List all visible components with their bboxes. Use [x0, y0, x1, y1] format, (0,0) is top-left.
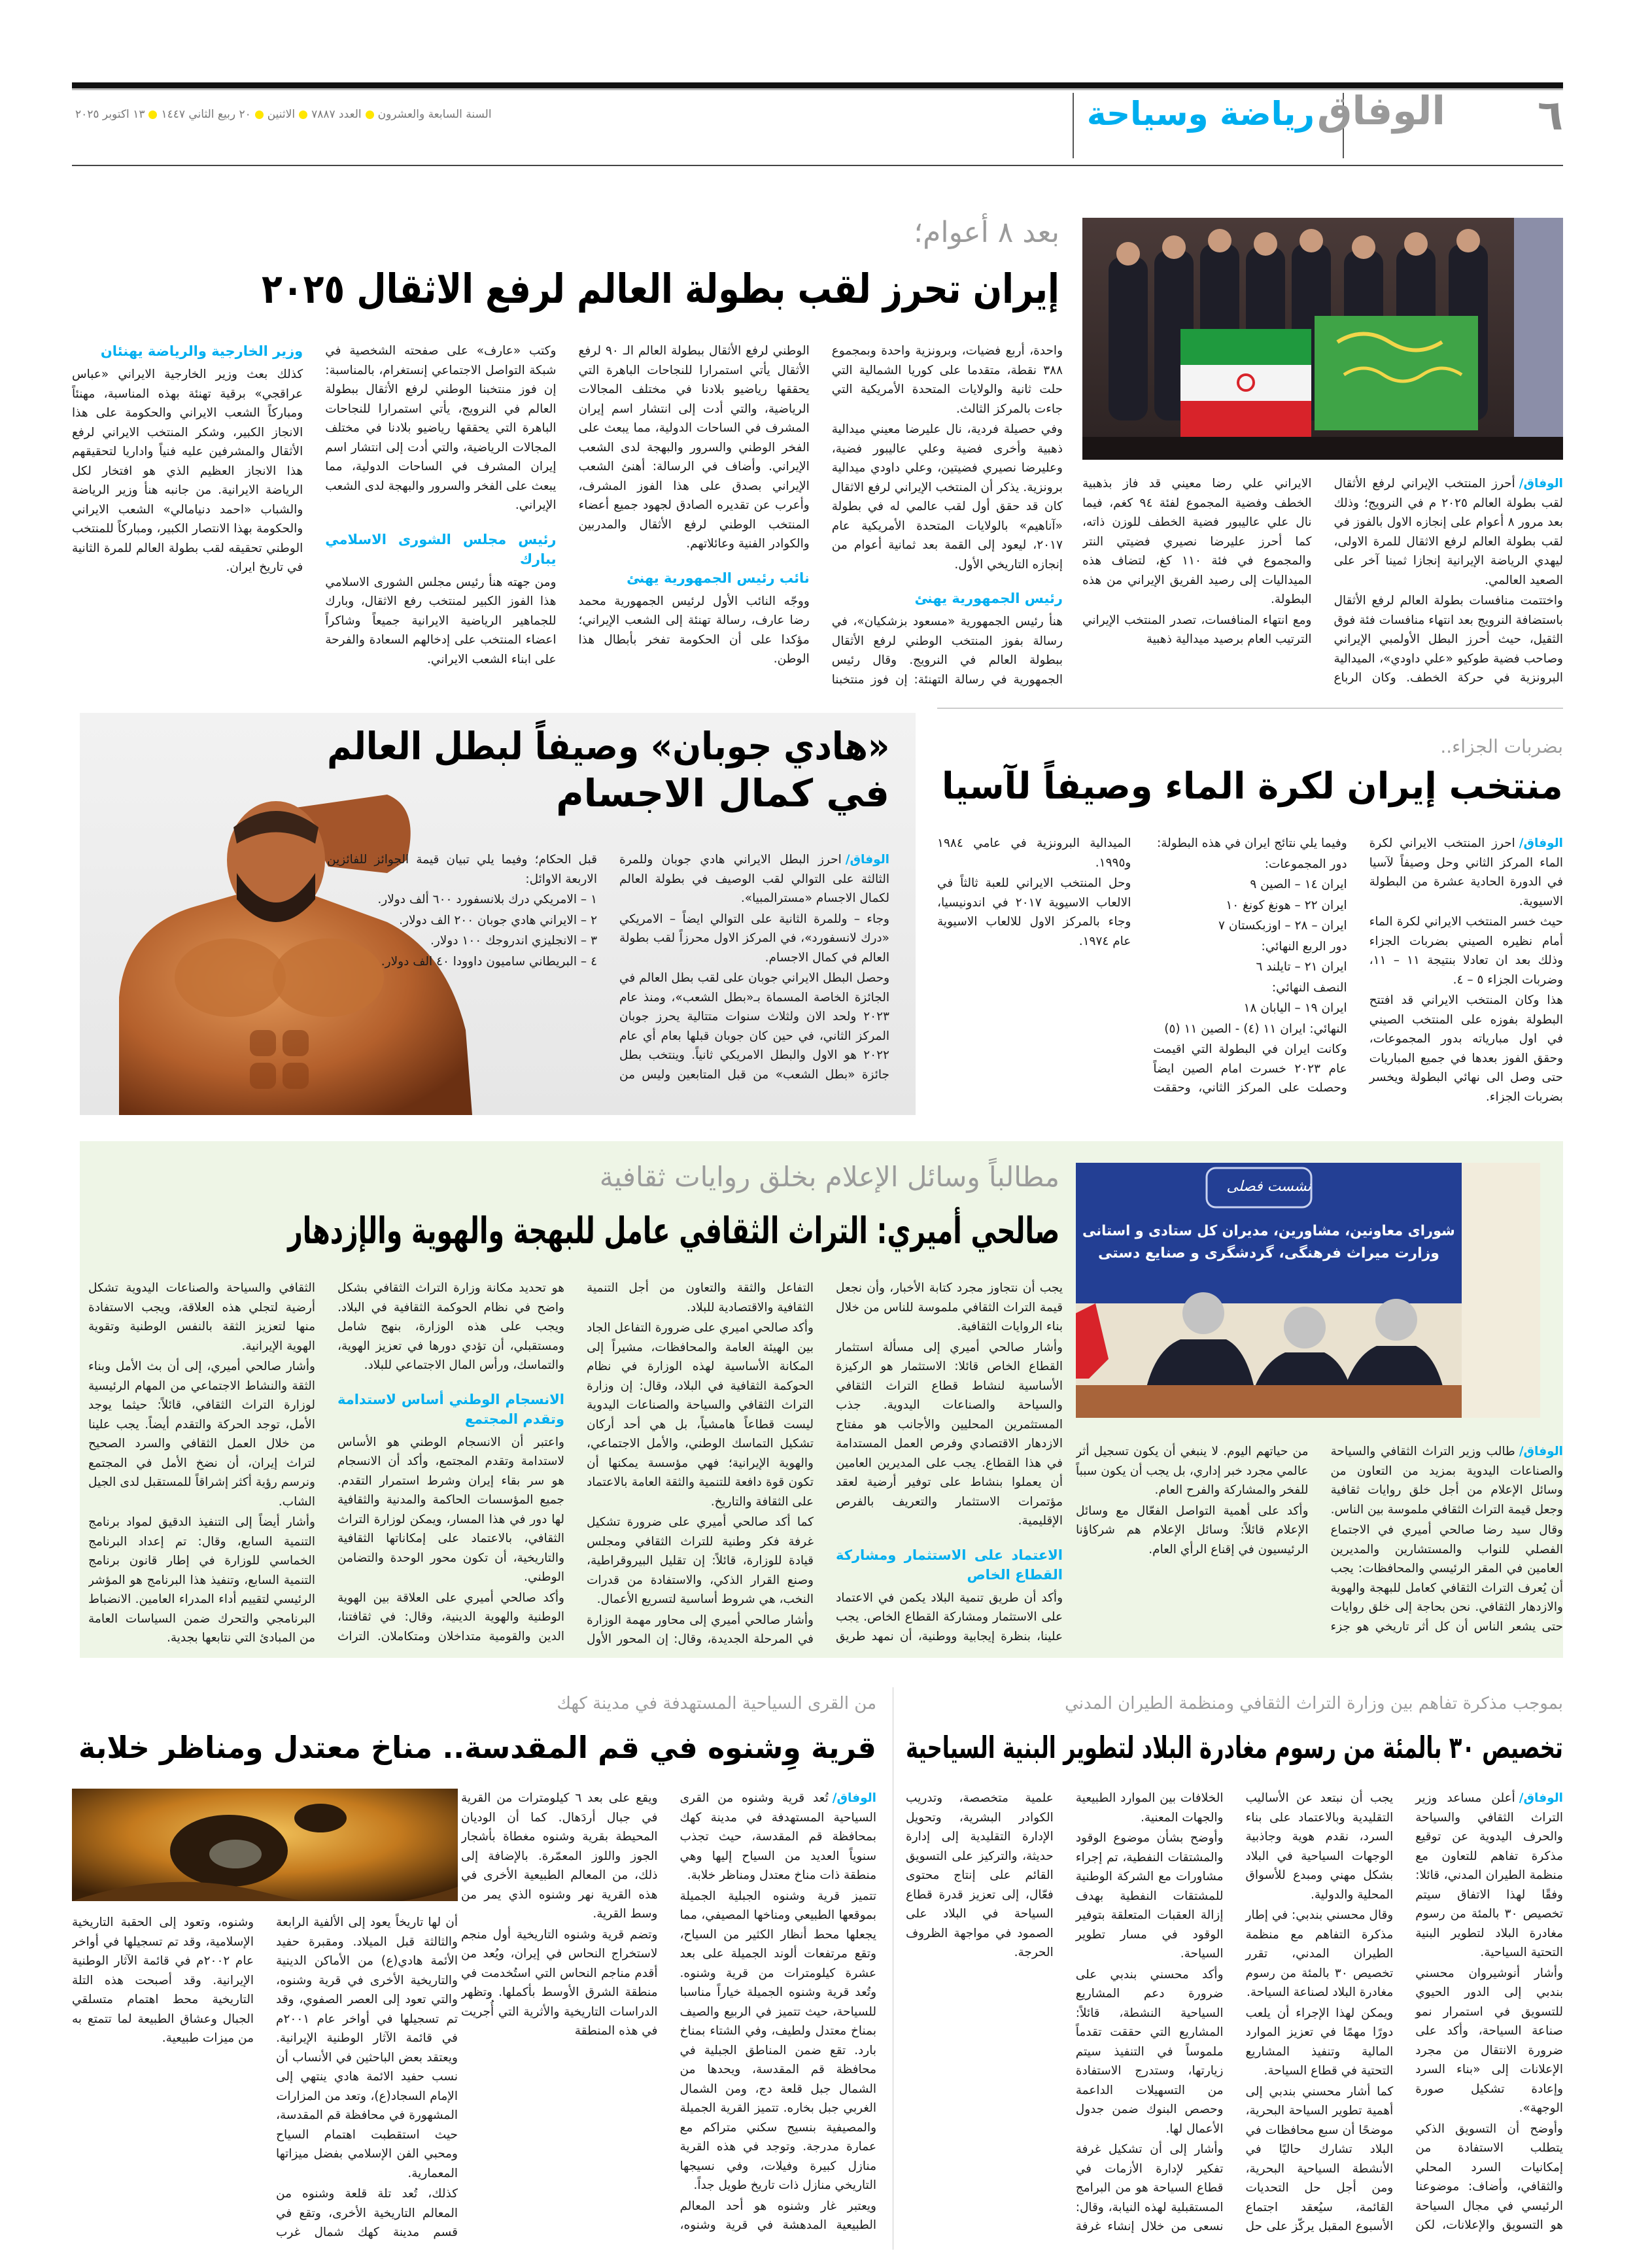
- article-kicker: [262, 216, 1059, 249]
- byline: الوفاق/: [1519, 836, 1563, 850]
- paragraph: كما أشار محسني بندبي إلى أهمية تطوير السياحة البحرية، موضحًا أن سبع محافظات في البلاد تشارك حاليًا في الأنشطة السياحية البحرية، ومن أجل حل التحديات القائمة، سيُعقد اجتماع الأسبوع المقبل يركّز على حل الخلافات بين الموارد الطبيعية والجهات المعنية.: [1075, 1791, 1394, 2233]
- issue-info: [75, 108, 492, 121]
- page-number: ٦: [1537, 92, 1563, 140]
- kicker-text: من القرى السياحية المستهدفة في مدينة كهك: [557, 1694, 876, 1713]
- paragraph-text: أحرز المنتخب الإيراني لرفع الأثقال لقب بطولة العالم ٢٠٢٥ م في النرويج؛ وذلك بعد مرور ٨ أعوام على إنجازه الاول بالفوز في لقب بطولة العالم لرفع الاثقال للمرة الاولى، ليهدي الرياضة الإيرانية إنجازا ثمينا آخر على الصعيد العالمي.: [1334, 477, 1563, 587]
- subheading: الانسجام الوطني أساس لاستدامة وتقدم المجتمع: [337, 1391, 564, 1427]
- paragraph: ٣ – الانجليزي اندروجك ١٠٠ دولار.: [430, 934, 597, 948]
- paragraph: ٤ – البريطاني ساميون داوودا ٤٠ الف دولار.: [381, 954, 597, 969]
- article-kicker: [942, 736, 1563, 757]
- newspaper-logo: الوفاق: [1317, 88, 1445, 134]
- article-kicker: [78, 1694, 876, 1713]
- byline: الوفاق/: [845, 853, 889, 867]
- paragraph: [680, 1789, 877, 1885]
- paragraph-text: طالب وزير التراث الثقافي والسياحة والصناعات اليدوية بمزيد من التعاون من وسائل الإعلام من أجل خلق روايات ثقافية وجعل قيمة التراث الثقافي ملموسة بين الناس.: [1330, 1445, 1563, 1517]
- paragraph: هنأ رئيس الجمهورية «مسعود بزشكيان»، في رسالة بفوز المنتخب الوطني لرفع الأثقال ببطولة العالم في النرويج. وقال رئيس الجمهورية في رسالة التهنئة: إن فوز منتخبنا الوطني لرفع الأثقال ببطولة العالم الـ ٩٠ لرفع الأثقال يأتي استمرارا للنجاحات الباهرة التي يحققها رياضيو بلادنا في مختلف المجالات الرياضية، والتي أدت إلى انتشار اسم إيران المشرف في الساحات الدولية، مما يبعث على الفخر الوطني والسرور والبهجة لدى الشعب الإيراني. وأضاف في الرسالة: أهنئ الشعب الإيراني بصدق على هذا الفوز المشرف، وأعرب عن تقديره الصادق لجهود جميع أعضاء المنتخب الوطني لرفع الأثقال والمدربين والكوادر الفنية وعائلاتهم.: [578, 344, 1063, 687]
- header-bottom-rule: [72, 165, 1563, 166]
- paragraph: ايران – ٢٨ – اوزبكستان ٧: [1218, 919, 1347, 933]
- photo-banner-text: شورای معاونین، مشاورین، مدیران کل ستادی و استانی: [1082, 1223, 1455, 1239]
- issue-gregorian-date: ١٣ اكتوبر ٢٠٢٥: [75, 108, 145, 121]
- weightlifting-team-photo: [1082, 218, 1563, 460]
- paragraph: وأشار أنوشيروان محسني بندبي إلى الدور الحيوي للتسويق في استمرار نمو صناعة السياحة، وأكد على ضرورة الانتقال من مجرد الإعلانات إلى «بناء السرد وإعادة تشكيل صورة الوجهة».: [1415, 1966, 1563, 2115]
- paragraph: وقال سيد رضا صالحي أميري في الاجتماع الفصلي للنواب والمستشارين والمديرين العامين في المقر الرئيسي والمحافظات: يجب أن يُعرف التراث الثقافي كعامل للبهجة والهوية والازدهار الثقافي. نحن بحاجة إلى خلق روايات حتى يشعر الناس أن كل أثر تاريخي هو جزء من حياتهم اليوم. لا ينبغي أن يكون تسجيل أثر عالمي مجرد خبر إداري، بل يجب أن يكون سبباً للفخر والمشاركة والفرح العام.: [1076, 1445, 1563, 1634]
- article-headline: [288, 1210, 1059, 1252]
- issue-volume: السنة السابعة والعشرون: [377, 108, 492, 121]
- subheading: وزير الخارجية والرياضة يهنئان: [100, 343, 303, 359]
- article-headline: [262, 265, 1059, 313]
- paragraph: وأشار إلى أن تشكيل غرفة تفكير لإدارة الأزمات في قطاع السياحة هو من البرامج المستقبلية لهذه النيابة، وقال: نسعى من خلال إنشاء غرفة علمية متخصصة، وتدريب الكوادر البشرية، وتحويل الإدارة التقليدية إلى إدارة حديثة، والتركيز على التسويق القائم على إنتاج محتوى فعّال، إلى تعزيز قدرة قطاع السياحة في البلاد على الصمود في مواجهة الظروف الحرجة.: [906, 1791, 1224, 2233]
- paragraph: هذا وكان المنتخب الايراني قد افتتح البطولة بفوزه على المنتخب الصيني في اول مبارياته بدور المجموعات، وحقق الفوز بعدها في جميع المباريات حتى وصل الى نهائي البطولة ويخسر بضربات الجزاء.: [1369, 993, 1563, 1104]
- paragraph-text: احرز المنتخب الايراني لكرة الماء المركز الثاني وحل وصيفاً لآسيا في الدورة الحادية عشرة من البطولة الاسيوية.: [1369, 836, 1563, 908]
- article-body: [937, 834, 1563, 1118]
- paragraph: وجاء – وللمرة الثانية على التوالي ايضاً – الامريكي «درك لانسفورد»، في المركز الاول محرزاً لقب بطولة العالم في كمال الاجسام.: [619, 912, 889, 965]
- paragraph: كذلك بعث وزير الخارجية الايراني «عباس عراقجي» برقية تهنئة بهذه المناسبة، مهنئاً ومباركاً الشعب الايراني والحكومة على هذا الانجاز الكبير، وشكر المنتخب الايراني لرفع الأثقال والمشرفين عليه فنياً واداريا لتحقيقهم هذا الانجاز العظيم الذي هو افتخار لكل الرياضة الايرانية. من جانبه هنأ وزير الرياضة والشباب «احمد دنيامالي» الشعب الايراني والحكومة بهذا الانتصار الكبير، ومباركاً للمنتخب الوطني تحقيقه لقب بطولة العالم للمرة الثانية في تاريخ ايران.: [72, 368, 303, 574]
- headline-text: قرية وِشنوه في قم المقدسة.. مناخ معتدل ومناظر خلابة: [78, 1730, 876, 1765]
- article-headline: [327, 723, 889, 817]
- paragraph: وأكد على أهمية التواصل الفعّال مع وسائل الإعلام قائلاً: وسائل الإعلام هم شركاؤنا الرئيسيون في إقناع الرأي العام.: [1076, 1503, 1309, 1556]
- kicker-text: بعد ٨ أعوام؛: [914, 216, 1059, 249]
- subheading: رئيس الجمهورية يهنئ: [914, 591, 1063, 606]
- photo-banner-line: [1082, 1243, 1455, 1265]
- paragraph: أن لها تاريخاً يعود إلى الألفية الرابعة والثالثة قبل الميلاد. ومقبرة حفيد الأئمة هادي(ع) من الأماكن الدينية والتاريخية الأخرى في قرية وشنوه، والتي تعود إلى العصر الصفوي، وقد تم تسجيلها في أواخر عام ٢٠٠١م في قائمة الآثار الوطنية الإيرانية. ويعتقد بعض الباحثين في الأنساب أن نسب حفيد الائمة هادي ينتهي إلى الإمام السجاد(ع)، وتعد من المزارات المشهورة في محافظة قم المقدسة، حيث استقطبت اهتمام السياح ومحبي الفن الإسلامي بفضل ميزاتها المعمارية.: [276, 1916, 458, 2180]
- paragraph: [1415, 1789, 1563, 1963]
- paragraph: وأشار أيضاً إلى التنفيذ الدقيق لمواد برنامج التنمية السابع، وقال: تم إعداد البرنامج الخماسي للوزارة في إطار قانون برنامج التنمية السابع، وتنفيذ هذا البرنامج هو المؤشر الرئيسي لتقييم أداء المدراء العامين. الانضباط البرنامجي والتحرك ضمن السياسات العامة من المبادئ التي نتابعها بجدية.: [88, 1515, 315, 1645]
- paragraph: [619, 850, 889, 908]
- byline: الوفاق/: [832, 1791, 876, 1805]
- article-body: [461, 1789, 876, 2250]
- paragraph: حيث خسر المنتخب الايراني لكرة الماء أمام نظيره الصيني بضربات الجزاء وذلك بعد ان تعادلا بنتيجة ١١ – ١١، وضربات الجزاء ٥ – ٤.: [1369, 915, 1563, 987]
- kicker-text: مطالباً وسائل الإعلام بخلق روايات ثقافية: [599, 1161, 1059, 1193]
- paragraph: ووجّه النائب الأول لرئيس الجمهورية محمد رضا عارف، رسالة تهنئة إلى الشعب الإيراني؛ مؤكدا على أن الحكومة تفخر بأبطال هذا الوطن.: [578, 594, 810, 666]
- kicker-text: بموجب مذكرة تفاهم بين وزارة التراث الثقافي ومنظمة الطيران المدني: [1065, 1694, 1563, 1713]
- headline-text: منتخب إيران لكرة الماء وصيفاً لآسيا: [942, 765, 1563, 808]
- paragraph: واختتمت منافسات بطولة العالم لرفع الأثقال باستضافة النرويج بعد انتهاء منافسات فئة فوق الثقيل، حيث أحرز البطل الأولمبي الإيراني وصاحب فضية طوكيو «علي داودي»، الميدالية البرونزية في حركة الخطف. وكان الرباع الايراني علي رضا معيني قد فاز بذهبية الخطف وفضية المجموع لفئة ٩٤ كغم، فيما نال علي عاليبور فضية الخطف للوزن ذاته، كما أحرز عليرضا نصيري فضيتي النتر والمجموع في فئة ١١٠ كغ، لتضاف هذه الميداليات إلى رصيد الفريق الإيراني من هذه البطولة.: [1082, 477, 1563, 685]
- article-headline-line: [327, 770, 889, 817]
- paragraph: ايران ٢٢ – هونغ كونغ ١٠: [1226, 898, 1347, 912]
- paragraph: [1369, 834, 1563, 911]
- paragraph: [1331, 1442, 1564, 1519]
- paragraph: النهائي: ايران ١١ (٤) - الصين ١١ (٥): [1164, 1022, 1347, 1036]
- paragraph: كذلك، تُعد تلة قلعة وشنوه من المعالم التاريخية الأخرى، وتقع في قسم مدينة كهك شمال غرب وشنوه، وتعود إلى الحقبة التاريخية الإسلامية، وقد تم تسجيلها في أواخر عام ٢٠٠٢م في قائمة الآثار الوطنية الإيرانية. وقد أصبحت هذه التلة التاريخية محط اهتمام متسلقي الجبال وعشاق الطبيعة لما تتمتع به من ميزات طبيعية.: [72, 1916, 458, 2239]
- paragraph: دور الربع النهائي:: [1261, 939, 1347, 954]
- paragraph: دور المجموعات:: [1264, 857, 1347, 871]
- article-body: [72, 341, 1063, 698]
- paragraph: وحل المنتخب الايراني للعبة ثالثاً في الالعاب الاسيوية ٢٠١٧ في اندونيسيا، وجاء بالمركز الاول للالعاب الاسيوية عام ١٩٧٤.: [937, 876, 1131, 948]
- headline-text: إيران تحرز لقب بطولة العالم لرفع الاثقال ٢٠٢٥: [262, 265, 1059, 313]
- photo-banner-line: [1082, 1176, 1455, 1198]
- paragraph: وأكد صالحي اميري على ضرورة التفاعل الجاد بين الهيئة العامة والمحافظات، مشيراً إلى المكانة الأساسية لهذه الوزارة في نظام الحوكمة الثقافية في البلاد، وقال: إن وزارة التراث الثقافي والسياحة والصناعات اليدوية ليست قطاعاً هامشياً، بل هي أحد أركان تشكيل التماسك الوطني، والأمل الاجتماعي، والهوية الإيرانية؛ فهي مؤسسة يمكنها أن تكون قوة دافعة للتنمية والثقة العامة بالاعتماد على الثقافة والتاريخ.: [587, 1321, 814, 1509]
- paragraph: وتضم قرية وشنوه التاريخية أول منجم لاستخراج النحاس في إيران، ويُعد من أقدم مناجم النحاس التي استُخدمت في منطقة الشرق الأوسط بأكملها. وتظهر الدراسات التاريخية والأثرية التي أُجريت في هذه المنطقة: [461, 1927, 658, 2038]
- paragraph: وأكد أن طريق تنمية البلاد يكمن في الاعتماد على الاستثمار ومشاركة القطاع الخاص. يجب علينا، بنظرة إيجابية ووطنية، أن نمهد طريق التفاعل والثقة والتعاون من أجل التنمية الثقافية والاقتصادية للبلاد.: [587, 1281, 1063, 1643]
- headline-text: في كمال الاجسام: [556, 771, 889, 816]
- bullet-icon: [148, 111, 157, 119]
- paragraph-text: تُعد قرية وشنوه من القرى السياحية المستهدفة في مدينة كهك بمحافظة قم المقدسة، حيث تجذب سنوياً العديد من السياح إليها وهي منطقة ذات مناخ معتدل ومناظر خلابة.: [680, 1791, 876, 1882]
- paragraph: وأوضح أن التسويق الذكي يتطلب الاستفادة من إمكانيات السرد المحلي والثقافي، وأضاف: موضوعنا الرئيسي في مجال السياحة هو التسويق والإعلانات، لكن يجب أن نبتعد عن الأساليب التقليدية وبالاعتماد على بناء السرد، نقدم هوية وجاذبية الوجهات السياحية في البلاد بشكل مهني ومبدع للأسواق المحلية والدولية.: [1245, 1791, 1563, 2232]
- headline-text: صالحي أميري: التراث الثقافي عامل للبهجة والهوية والإزدهار: [287, 1210, 1059, 1252]
- article-headline: [942, 765, 1563, 808]
- paragraph-text: أعلن مساعد وزير التراث الثقافي والسياحة والحرف اليدوية عن توقيع مذكرة تفاهم للتعاون مع منظمة الطيران المدني، قائلا: وفقًا لهذا الاتفاق سيتم تخصيص ٣٠ بالمئة من رسوم مغادرة البلاد لتطوير البنية التحتية السياحية.: [1415, 1791, 1563, 1959]
- paragraph: وأشار صالحي أميري إلى مسألة استثمار القطاع الخاص قائلا: الاستثمار هو الركيزة الأساسية لنشاط قطاع التراث الثقافي والسياحة والصناعات اليدوية. جذب المستثمرين المحليين والأجانب هو مفتاح الازدهار الاقتصادي وفرص العمل المستدامة في هذا القطاع. يجب على المديرين العامين أن يعملوا بنشاط على توفير أرضية لعقد مؤتمرات الاستثمار والتعريف بالفرص الإقليمية.: [836, 1340, 1063, 1528]
- article-kicker: [288, 1161, 1059, 1193]
- paragraph: ايران ١٩ – اليابان ١٨: [1243, 1001, 1347, 1015]
- issue-weekday: الاثنين: [267, 108, 296, 121]
- paragraph: تتميز قرية وشنوه الجبلية الجميلة بموقعها الطبيعي ومناخها المصيفي، مما يجعلها محط أنظار الكثير من السياح، وتقع مرتفعات ألوند الجميلة على بعد عشرة كيلومترات من قرية وشنوه. وتُعد قرية وشنوه الجميلة خياراً مناسبا للسياحة، حيث تتميز في الربيع والصيف بمناخ معتدل ولطيف، وفي الشتاء بمناخ بارد. تقع ضمن المناطق الجبلية في محافظة قم المقدسة، ويحدها من الشمال جبل قلعة دج، ومن الشمال الغربي جبل بخاره. تتميز القرية الجميلة والمصيفية بنسيج سكني متراكم مع عمارة مدرجة. وتوجد في هذه القرية منازل كبيرة وفيلات، وفي نسيجها التاريخي منازل ذات تاريخ طويل جداً.: [680, 1889, 876, 2192]
- paragraph: ايران ١٤ – الصين ٩: [1250, 878, 1347, 891]
- paragraph: وفيما يلي نتائج ايران في هذه البطولة:: [1157, 836, 1347, 850]
- photo-banner-text: نشست فصلی: [1226, 1178, 1311, 1195]
- subheading: رئيس مجلس الشورى الاسلامي يبارك: [325, 531, 557, 567]
- article-headline: [78, 1730, 876, 1765]
- issue-number: العدد ٧٨٨٧: [311, 108, 362, 121]
- article-headline-line: [327, 723, 889, 770]
- paragraph: يجب أن نتجاوز مجرد كتابة الأخبار، وأن نجعل قيمة التراث الثقافي ملموسة للناس من خلال بناء الروايات الثقافية.: [836, 1281, 1063, 1333]
- issue-hijri-date: ٢٠ ربيع الثاني ١٤٤٧: [161, 108, 251, 121]
- photo-banner-text: وزارت میراث فرهنگی، گردشگری و صنایع دستی: [1098, 1245, 1439, 1262]
- article-headline: [906, 1730, 1563, 1765]
- header-divider: [1073, 93, 1074, 158]
- subheading: نائب رئيس الجمهورية يهنئ: [627, 570, 810, 586]
- paragraph: وأوضح بشأن موضوع الوقود والمشتقات النفطية، تم إجراء مشاورات مع الشركة الوطنية للمشتقات النفطية بهدف إزالة العقبات المتعلقة بتوفير الوقود في مسار تطوير السياحة.: [1075, 1831, 1224, 1961]
- paragraph: وفي حصيلة فردية، نال عليرضا معيني ميدالية ذهبية وأخرى فضية وعلي عاليبور فضية، وعليرضا نصيري فضيتين، وعلي داودي ميدالية برونزية. يذكر أن المنتخب الإيراني لرفع الاثقال كان قد حقق أول لقب عالمي له في بطولة «آناهيم» بالولايات المتحدة الأمريكية عام ٢٠١٧، ليعود إلى القمة بعد ثمانية أعوام من إنجازه التاريخي الأول.: [831, 422, 1063, 572]
- paragraph: كما أكد صالحي أميري على ضرورة تشكيل غرفة فكر وطنية للتراث الثقافي ومجلس قيادة للوزارة، قائلاً: إن تقليل البيروقراطية، وصنع القرار الذكي، والاستفادة من قدرات النخب، هي شروط أساسية لتسريع الأعمال.: [587, 1515, 814, 1606]
- headline-text: تخصيص ٣٠ بالمئة من رسوم مغادرة البلاد لتطوير البنية السياحية: [906, 1730, 1563, 1765]
- paragraph: وقال محسني بندبي: في إطار مذكرة التفاهم مع منظمة الطيران المدني، تقرر تخصيص ٣٠ بالمئة من رسوم مغادرة البلاد لصناعة السياحة.: [1245, 1908, 1394, 1999]
- paragraph: وحصل البطل الايراني جوبان على لقب بطل العالم في الجائزة الخاصة المسماة بـ«بطل الشعب»، ومنذ عام ٢٠٢٣ ولحد الان ولثلاث سنوات متتالية يحرز جوبان المركز الثاني، في حين كان جوبان قبلها بعام أي عام ٢٠٢٢ هو الاول والبطل الامريكي ثانياً. وينتخب بطل جائزة «بطل الشعب» من قبل المتابعين وليس من قبل الحكام؛ وفيما يلي تبيان قيمة الجوائز للفائزين الاربعة الاوائل:: [327, 853, 889, 1082]
- paragraph: ومع انتهاء المنافسات، تصدر المنتخب الإيراني الترتيب العام برصيد ميدالية ذهبية: [1082, 613, 1312, 646]
- bullet-icon: [255, 111, 264, 119]
- ministry-meeting-photo: [1076, 1163, 1540, 1418]
- paragraph: وأكد صالحي أميري على العلاقة بين الهوية الوطنية والهوية الدينية، وقال: في ثقافتنا، الدين والقومية متداخلان ومتكاملان. التراث الثقافي والسياحة والصناعات اليدوية تشكل أرضية لتجلي هذه العلاقة، ويجب الاستفادة منها لتعزيز الثقة بالنفس الوطنية وتقوية الهوية الإيرانية.: [88, 1281, 564, 1643]
- paragraph: وكتب «عارف» على صفحته الشخصية في شبكة التواصل الاجتماعي إنستغرام، بالمناسبة: إن فوز منتخبنا الوطني لرفع الأثقال ببطولة العالم في النرويج، يأتي استمرارا للنجاحات الباهرة التي يحققها رياضيو بلادنا في مختلف المجالات الرياضية، والتي أدت إلى انتشار اسم إيران المشرف في الساحات الدولية، مما يبعث على الفخر والسرور والبهجة لدى الشعب الإيراني.: [325, 344, 557, 512]
- bullet-icon: [299, 111, 307, 119]
- byline: الوفاق/: [1519, 1791, 1563, 1805]
- bullet-icon: [366, 111, 374, 119]
- paragraph: وكانت ايران في البطولة التي اقيمت عام ٢٠٢٣ خسرت امام الصين ايضاً وحصلت على المركز الثاني، وحققت الميدالية البرونزية في عامي ١٩٨٤ و١٩٩٥.: [937, 836, 1347, 1095]
- photo-banner: [1082, 1176, 1455, 1265]
- paragraph: وأشار صالحي أميري إلى محاور مهمة الوزارة في المرحلة الجديدة، وقال: إن المحور الأول هو تحديد مكانة وزارة التراث الثقافي بشكل واضح في نظام الحوكمة الثقافية في البلاد. ويجب على هذه الوزارة، بنهج شامل ومستقبلي، أن تؤدي دورها في تعزيز الهوية، والتماسك، ورأس المال الاجتماعي للبلاد.: [337, 1281, 814, 1646]
- article-body: [1076, 1442, 1563, 1655]
- photo-banner-line: [1082, 1220, 1455, 1243]
- paragraph-text: احرز البطل الايراني هادي جوبان وللمرة الثالثة على التوالي لقب الوصيف في بطولة العالم لكمال الاجسام «مسترالمبيا».: [619, 853, 889, 905]
- paragraph: وأكد محسني بندبي على ضرورة دعم المشاريع السياحية النشطة، قائلاً: المشاريع التي حققت تقدماً ملموساً في التنفيذ سيتم زيارتها، وستدرج الاستفادة من التسهيلات الداعمة وحصص البنوك ضمن جدول الأعمال لها.: [1075, 1967, 1224, 2136]
- kicker-text: بضربات الجزاء..: [1440, 736, 1563, 757]
- article-kicker: [906, 1694, 1563, 1713]
- paragraph: وأشار صالحي أميري، إلى أن بث الأمل وبناء الثقة والنشاط الاجتماعي من المهام الرئيسية لوزارة التراث الثقافي، قائلاً: حيثما يوجد الأمل، توجد الحركة والتقدم أيضاً. يجب علينا من خلال العمل الثقافي والسرد الصحيح لتراث إيران، أن نضخ الأمل في المجتمع ونرسم رؤية أكثر إشراقاً للمستقبل لدى الجيل الشاب.: [88, 1360, 315, 1509]
- paragraph: ٢ – الايراني هادي جوبان ٢٠٠ الف دولار.: [399, 913, 597, 927]
- article-body: [88, 1279, 1063, 1651]
- headline-text: «هادي جوبان» وصيفاً لبطل العالم: [326, 724, 889, 768]
- article-body: [72, 1913, 458, 2250]
- byline: الوفاق/: [1519, 477, 1563, 490]
- subheading: الاعتماد على الاستثمار ومشاركة القطاع الخاص: [836, 1547, 1063, 1583]
- article-body: [906, 1789, 1563, 2250]
- paragraph: النصف النهائي:: [1271, 980, 1347, 995]
- cave-photo: [72, 1789, 458, 1901]
- divider: [937, 708, 1563, 709]
- byline: الوفاق/: [1519, 1445, 1563, 1458]
- paragraph: [1334, 474, 1564, 590]
- article-body: [1082, 474, 1563, 696]
- article-body: [327, 850, 889, 1115]
- section-title: رياضة وسياحة: [1086, 95, 1315, 133]
- paragraph: ايران ٢١ – تايلند ٦: [1256, 960, 1347, 974]
- paragraph: ويمكن لهذا الإجراء أن يلعب دورًا مهمًا في تعزيز الموارد المالية وتنفيذ المشاريع التحتية في قطاع السياحة.: [1245, 2006, 1394, 2078]
- paragraph: ١ – الامريكي درك بلانسفورد ٦٠٠ ألف دولار.: [377, 893, 597, 906]
- paragraph: واحدة، أربع فضيات، وبرونزية واحدة وبمجموع ٣٨٨ نقطة، متقدما على كوريا الشمالية التي حلت ثانية والولايات المتحدة الأمريكية التي جاءت بالمركز الثالث.: [831, 344, 1063, 416]
- paragraph: ومن جهته هنأ رئيس مجلس الشورى الاسلامي هذا الفوز الكبير لمنتخب رفع الاثقال، وبارك للجماهير الرياضية الايرانية جميعاً وشاكراً اعضاء المنتخب على إدخالهم السعادة والفرحة على ابناء الشعب الايراني.: [325, 575, 557, 666]
- paragraph: ويعتبر غار وشنوه هو أحد المعالم الطبيعية المدهشة في قرية وشنوه، ويقع على بعد ٦ كيلومترات من القرية في جبال أردَهال. كما أن الوديان المحيطة بقرية وشنوه مغطاة بأشجار الجوز واللوز المعمّرة. بالإضافة إلى ذلك، من المعالم الطبيعية الأخرى في هذه القرية نهر وشنوه الذي يمر من وسط القرية.: [461, 1791, 876, 2232]
- paragraph: واعتبر أن الانسجام الوطني هو الأساس لاستدامة وتقدم المجتمع، وأكد أن الانسجام هو سر بقاء إيران وشرط استمرار التقدم. جميع المؤسسات الحاكمة والمدنية والثقافية لها دور في هذا المسار، ويمكن لوزارة التراث الثقافي، بالاعتماد على إمكاناتها الثقافية والتاريخية، أن تكون محور الوحدة والتضامن الوطني.: [337, 1435, 564, 1584]
